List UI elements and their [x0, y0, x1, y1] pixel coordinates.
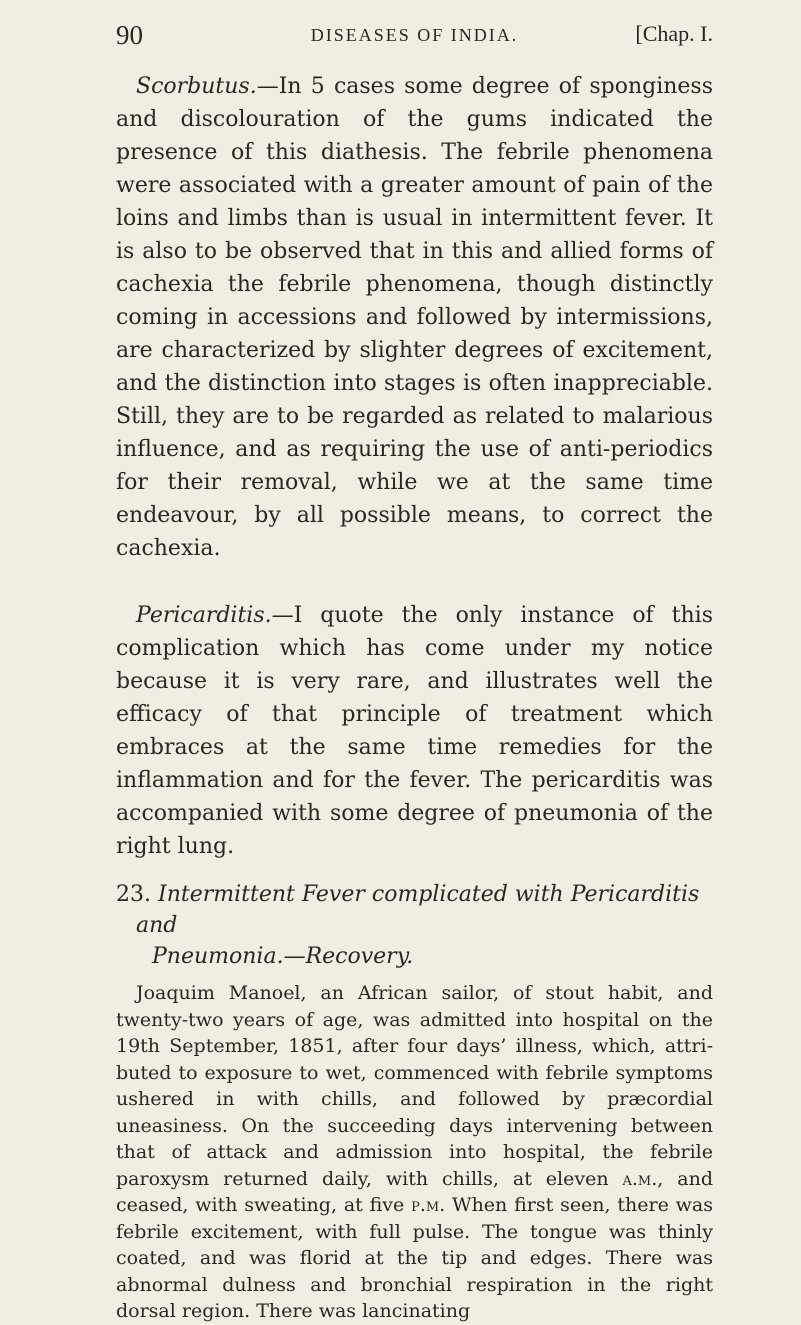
- paragraph-text-scorbutus: —In 5 cases some degree of sponginess and discolouration of the gums indicated the presence of this diathesis. The febrile phenomena were associated with a greater amount of pain of the loins and limbs than is usual in intermittent fever. It is also to be observed that in this and allied forms of cachexia the febrile phenomena, though distinctly coming in accessions and followed by intermissions, are characterized by slighter degrees of excitement, and the distinction into stages is often inappreciable. Still, they are to be regarded as related to malarious influence, and as requiring the use of anti-periodics for their removal, while we at the same time endeavour, by all possible means, to correct the cachexia.: [116, 74, 713, 561]
- paragraph-lead-pericarditis: Pericarditis.: [136, 603, 272, 628]
- chapter-marker: [Chap. I.: [635, 21, 713, 46]
- case-number: 23.: [116, 882, 151, 907]
- page-number: 90: [116, 20, 143, 50]
- paragraph-text-pericarditis: —I quote the only instance of this complication which has come under my notice because it is very rare, and illustrates well the efficacy of that principle of treatment which embraces at the same time remedies for the inflammation and for the fever. The pericarditis was accompanied with some degree of pneumonia of the right lung.: [116, 603, 713, 859]
- case-text-part-3: When first seen, there was febrile excitement, with full pulse. The tongue was thinly coated, and was florid at the tip and edges. There was abnormal dulness and bronchial respiration in the right dorsal region. There was lancinating: [116, 1194, 714, 1322]
- case-text-part-2: , and ceased, with sweating, at five: [116, 1167, 713, 1216]
- paragraph-pericarditis: [116, 599, 713, 863]
- paragraph-lead-scorbutus: Scorbutus.: [136, 74, 257, 99]
- case-title-line-1: Intermittent Fever complicated with Pericarditis and: [136, 882, 700, 938]
- case-heading: [116, 879, 713, 972]
- paragraph-scorbutus: [116, 70, 713, 565]
- running-head: [116, 20, 713, 50]
- case-report-text: [116, 980, 713, 1325]
- time-am: a.m.: [622, 1167, 658, 1190]
- running-title: DISEASES OF INDIA.: [310, 25, 519, 45]
- time-pm: p.m.: [411, 1194, 446, 1216]
- body-text: [116, 70, 713, 1325]
- case-text-part-1: Joaquim Manoel, an African sailor, of stout habit, and twenty-two years of age, was admitted into hospital on the 19th September, 1851, after four days’ illness, which, attributed to exposure to wet, commenced with febrile symptoms ushered in with chills, and followed by præcordial uneasiness. On the succeeding days intervening between that of attack and admission into hospital, the febrile paroxysm returned daily, with chills, at eleven: [116, 982, 713, 1190]
- case-title-line-2: Pneumonia.—Recovery.: [152, 944, 414, 969]
